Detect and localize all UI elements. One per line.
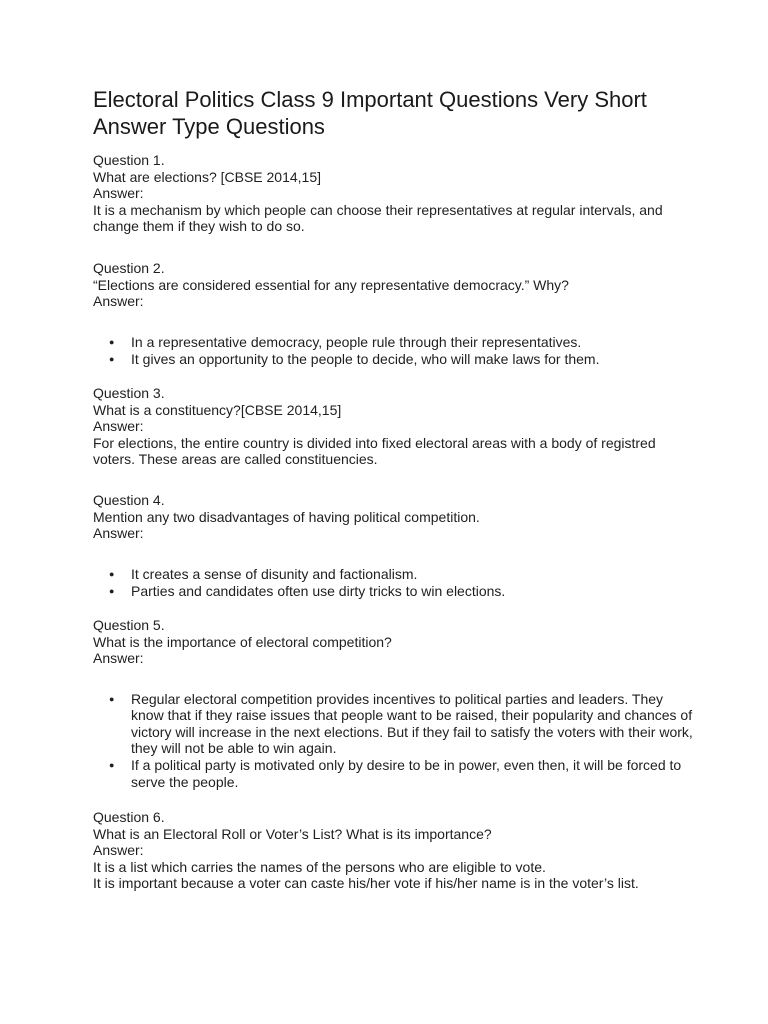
answer-text: It is a mechanism by which people can choose their representatives at regular intervals, and change them if they wish to do so. bbox=[93, 201, 663, 234]
answer-label: Answer: bbox=[93, 185, 144, 201]
answer-list bbox=[93, 691, 693, 791]
page-title: Electoral Politics Class 9 Important Questions Very Short Answer Type Questions bbox=[93, 87, 647, 139]
list-item: ● Parties and candidates often use dirty tricks to win elections. bbox=[93, 583, 693, 600]
answer-label: Answer: bbox=[93, 842, 144, 858]
answer-list bbox=[93, 334, 693, 368]
answer-text: It is important because a voter can caste his/her vote if his/her name is in the voter’s list. bbox=[93, 875, 639, 891]
answer-text: For elections, the entire country is divided into fixed electoral areas with a body of registred voters. These areas are called constituencies. bbox=[93, 434, 656, 467]
question-text: What are elections? [CBSE 2014,15] bbox=[93, 168, 322, 185]
question-5 bbox=[93, 617, 693, 790]
question-text: What is an Electoral Roll or Voter’s List? What is its importance? bbox=[93, 825, 492, 842]
question-text: What is a constituency?[CBSE 2014,15] bbox=[93, 401, 342, 418]
list-item: ● In a representative democracy, people rule through their representatives. bbox=[93, 334, 693, 351]
question-6 bbox=[93, 809, 693, 892]
list-item: ● It gives an opportunity to the people to decide, who will make laws for them. bbox=[93, 351, 693, 368]
question-label: Question 4. bbox=[93, 492, 165, 508]
answer-list bbox=[93, 566, 693, 600]
question-text: “Elections are considered essential for any representative democracy.” Why? bbox=[93, 276, 569, 293]
answer-label: Answer: bbox=[93, 418, 144, 434]
answer-text: It is a list which carries the names of the persons who are eligible to vote. bbox=[93, 858, 546, 875]
question-1 bbox=[93, 152, 693, 235]
question-4 bbox=[93, 492, 693, 599]
answer-label: Answer: bbox=[93, 525, 144, 541]
question-2 bbox=[93, 260, 693, 367]
list-item: ● If a political party is motivated only by desire to be in power, even then, it will be forced to serve the people. bbox=[93, 757, 693, 790]
answer-label: Answer: bbox=[93, 293, 144, 309]
question-label: Question 5. bbox=[93, 617, 165, 633]
question-label: Question 2. bbox=[93, 260, 165, 276]
list-item: ● Regular electoral competition provides incentives to political parties and leaders. They know that if they raise issues that people want to be raised, their popularity and chances of victory will increase in the next elections. But if they fail to satisfy the voters with their work, they will not be able to win again. bbox=[93, 691, 693, 757]
question-label: Question 6. bbox=[93, 809, 165, 825]
list-item: ● It creates a sense of disunity and factionalism. bbox=[93, 566, 693, 583]
question-3 bbox=[93, 385, 693, 468]
question-text: What is the importance of electoral competition? bbox=[93, 633, 392, 650]
question-text: Mention any two disadvantages of having political competition. bbox=[93, 508, 480, 525]
question-label: Question 3. bbox=[93, 385, 165, 401]
question-label: Question 1. bbox=[93, 152, 165, 168]
answer-label: Answer: bbox=[93, 650, 144, 666]
